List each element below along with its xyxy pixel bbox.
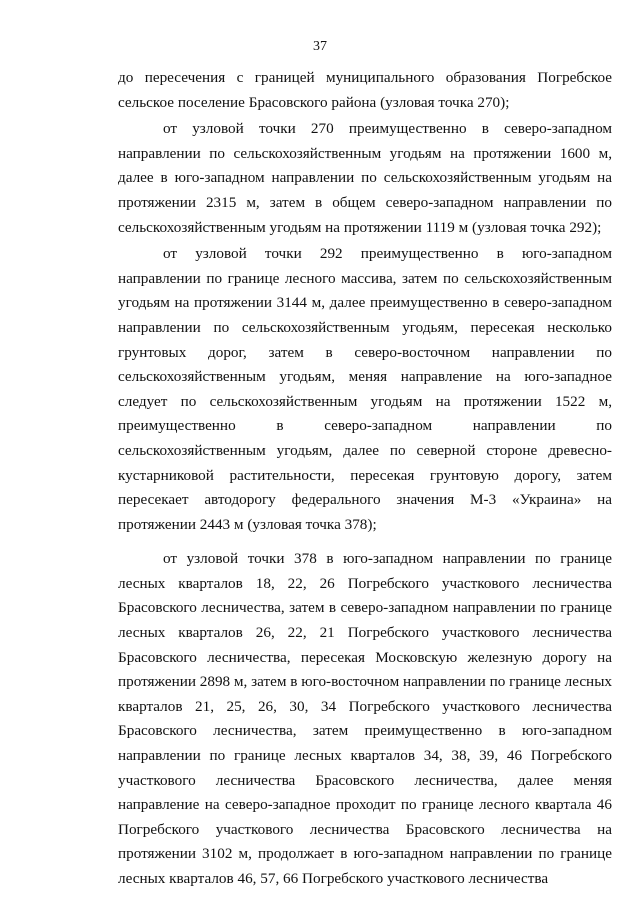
paragraph: от узловой точки 270 преимущественно в северо-западном направлении по сельскохозяйственным угодьям на протяжении 1600 м, далее в юго-западном направлении по сельскохозяйственным угодьям на протяжении 2315 м, затем в общем северо-западном направлении по сельскохозяйственным угодьям на протяжении 1119 м (узловая точка 292); (118, 120, 612, 236)
document-body (118, 66, 612, 892)
page-number: 37 (313, 39, 327, 54)
paragraph: от узловой точки 378 в юго-западном направлении по границе лесных кварталов 18, 22, 26 Погребского участкового лесничества Брасовского лесничества, затем в северо-западном направлении по границе лесных кварталов 26, 22, 21 Погребского участкового лесничества Брасовского лесничества, пересекая Московскую железную дорогу на протяжении 2898 м, затем в юго-восточном направлении по границе лесных кварталов 21, 25, 26, 30, 34 Погребского участкового лесничества Брасовского лесничества, затем преимущественно в юго-западном направлении по границе лесных кварталов 34, 38, 39, 46 Погребского участкового лесничества Брасовского лесничества, далее меняя направление на северо-западное проходит по границе лесного квартала 46 Погребского участкового лесничества Брасовского лесничества на протяжении 3102 м, продолжает в юго-западном направлении по границе лесных кварталов 46, 57, 66 Погребского участкового лесничества (118, 550, 612, 887)
paragraph: от узловой точки 292 преимущественно в юго-западном направлении по границе лесного массива, затем по сельскохозяйственным угодьям на протяжении 3144 м, далее преимущественно в северо-западном направлении по сельскохозяйственным угодьям, пересекая несколько грунтовых дорог, затем в северо-восточном направлении по сельскохозяйственным угодьям, меняя направление на юго-западное следует по сельскохозяйственным угодьям на протяжении 1522 м, преимущественно в северо-западном направлении по сельскохозяйственным угодьям, далее по северной стороне древесно-кустарниковой растительности, пересекая грунтовую дорогу, затем пересекает автодорогу федерального значения М-3 «Украина» на протяжении 2443 м (узловая точка 378); (118, 245, 612, 533)
paragraph: до пересечения с границей муниципального образования Погребское сельское поселение Брасовского района (узловая точка 270); (118, 69, 612, 111)
